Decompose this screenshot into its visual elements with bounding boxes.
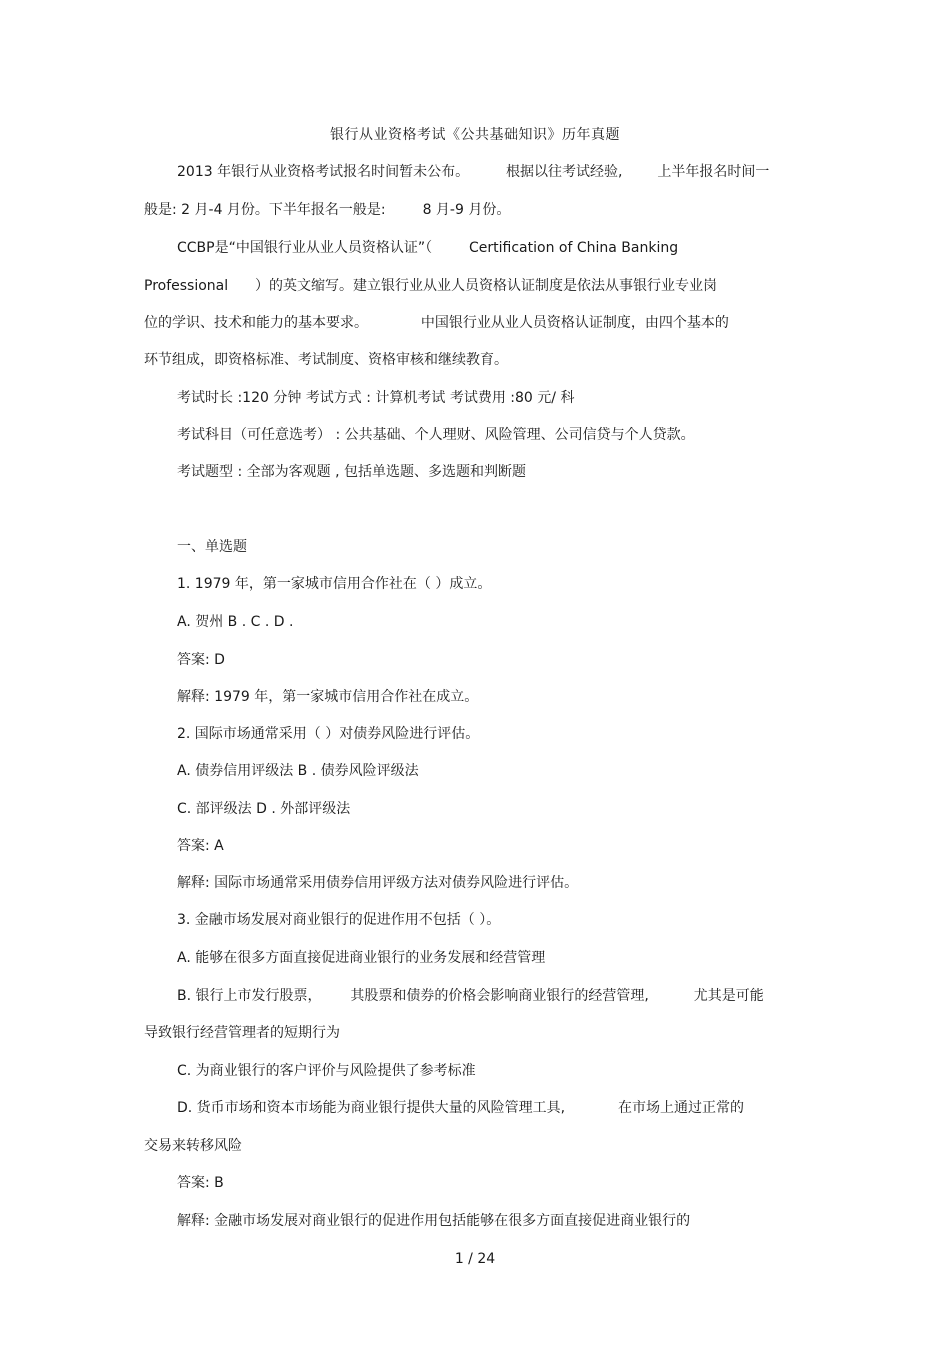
page-number: 1 / 24 — [454, 1251, 496, 1267]
question-2-explanation: 解释: 国际市场通常采用债券信用评级方法对债券风险进行评估。 — [177, 875, 579, 891]
intro-paragraph-2-line-4: 环节组成，即资格标准、考试制度、资格审核和继续教育。 — [144, 352, 508, 368]
text-segment: 上半年报名时间一 — [657, 164, 770, 180]
question-3-option-d-line-1 — [177, 1098, 744, 1118]
text-segment: 中国银行业从业人员资格认证制度，由四个基本的 — [420, 315, 729, 331]
question-3-option-b-line-1 — [177, 986, 764, 1006]
question-3-stem: 3. 金融市场发展对商业银行的促进作用不包括（ ）。 — [177, 912, 501, 928]
question-1-answer: 答案: D — [177, 652, 225, 668]
exam-subjects-line: 考试科目（可任意选考） : 公共基础、个人理财、风险管理、公司信贷与个人贷款。 — [177, 427, 695, 443]
text-segment: Certification of China Banking — [469, 240, 679, 256]
question-2-stem: 2. 国际市场通常采用（ ）对债券风险进行评估。 — [177, 726, 480, 742]
question-3-option-c: C. 为商业银行的客户评价与风险提供了参考标准 — [177, 1063, 476, 1079]
intro-paragraph-1-line-1 — [177, 162, 769, 182]
text-segment: ）的英文缩写。建立银行业从业人员资格认证制度是依法从事银行业专业岗 — [255, 278, 718, 294]
text-segment: 8 月-9 月份。 — [422, 202, 511, 218]
question-2-options-cd: C. 部评级法 D . 外部评级法 — [177, 801, 351, 817]
question-3-explanation: 解释: 金融市场发展对商业银行的促进作用包括能够在很多方面直接促进商业银行的 — [177, 1213, 691, 1229]
text-segment: 般是: 2 月-4 月份。下半年报名一般是: — [144, 202, 386, 218]
text-segment: 尤其是可能 — [693, 988, 764, 1004]
section-heading: 一、单选题 — [177, 539, 247, 555]
intro-paragraph-1-line-2 — [144, 200, 510, 220]
text-segment: 2013 年银行从业资格考试报名时间暂未公布。 — [177, 164, 470, 180]
question-1-options: A. 贺州 B . C . D . — [177, 614, 294, 630]
question-2-options-ab: A. 债券信用评级法 B . 债券风险评级法 — [177, 763, 419, 779]
question-1-stem: 1. 1979 年，第一家城市信用合作社在（ ）成立。 — [177, 576, 492, 592]
intro-paragraph-2-line-3 — [144, 313, 729, 333]
question-1-explanation: 解释: 1979 年，第一家城市信用合作社在成立。 — [177, 689, 479, 705]
question-3-option-a: A. 能够在很多方面直接促进商业银行的业务发展和经营管理 — [177, 950, 546, 966]
exam-time-line: 考试时长 :120 分钟 考试方式 : 计算机考试 考试费用 :80 元/ 科 — [177, 390, 575, 406]
text-segment: CCBP是“中国银行业从业人员资格认证”（ — [177, 240, 433, 256]
question-2-answer: 答案: A — [177, 838, 224, 854]
text-segment: B. 银行上市发行股票， — [177, 988, 322, 1004]
page-title: 银行从业资格考试《公共基础知识》历年真题 — [330, 127, 620, 143]
text-segment: 在市场上通过正常的 — [618, 1100, 745, 1116]
question-3-option-b-line-2: 导致银行经营管理者的短期行为 — [144, 1025, 340, 1041]
exam-types-line: 考试题型 : 全部为客观题 , 包括单选题、多选题和判断题 — [177, 464, 526, 480]
text-segment: 根据以往考试经验, — [505, 164, 623, 180]
question-3-answer: 答案: B — [177, 1175, 224, 1191]
text-segment: 位的学识、技术和能力的基本要求。 — [144, 315, 368, 331]
intro-paragraph-2-line-1 — [177, 238, 678, 258]
intro-paragraph-2-line-2 — [144, 276, 717, 296]
text-segment: D. 货币市场和资本市场能为商业银行提供大量的风险管理工具, — [177, 1100, 566, 1116]
question-3-option-d-line-2: 交易来转移风险 — [144, 1138, 242, 1154]
text-segment: Professional — [144, 278, 229, 294]
text-segment: 其股票和债券的价格会影响商业银行的经营管理, — [350, 988, 649, 1004]
